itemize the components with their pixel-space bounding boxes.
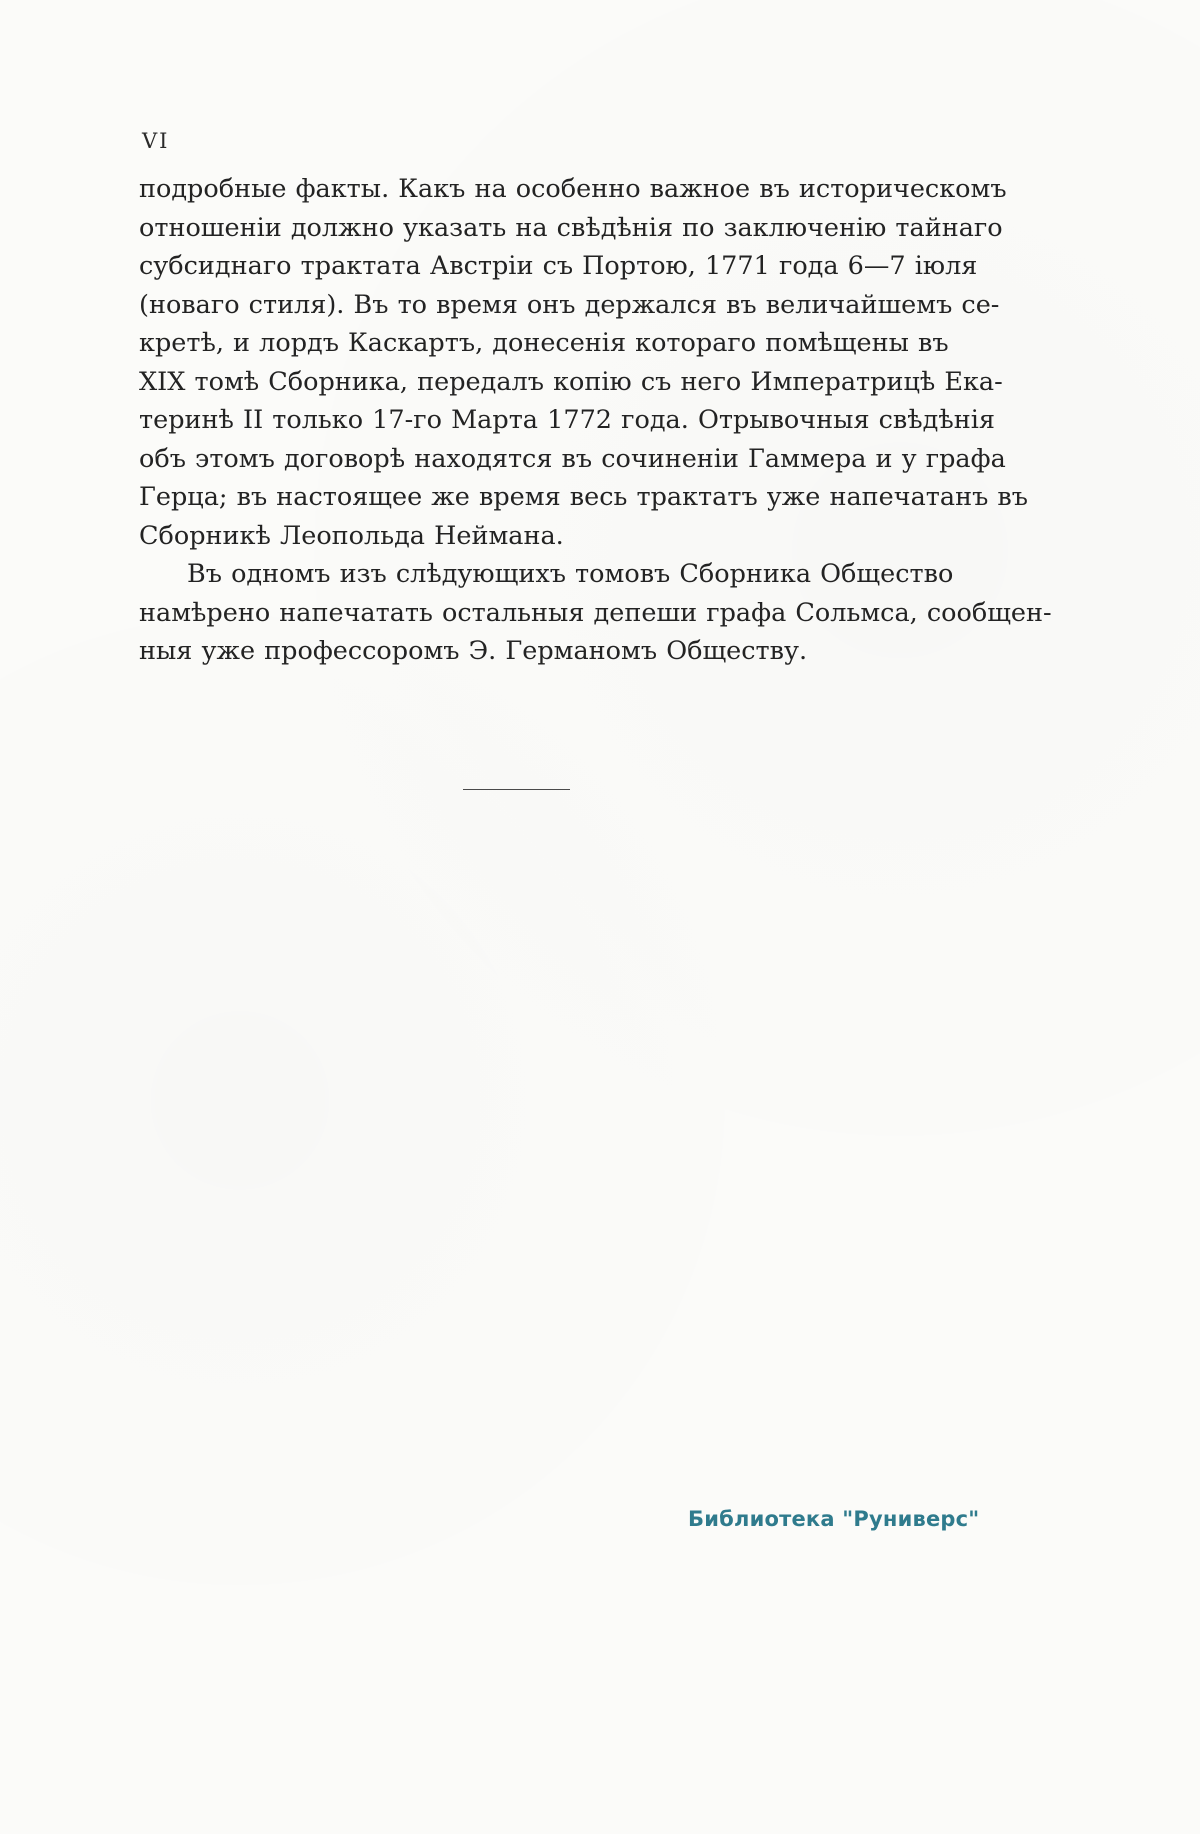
text-line: подробные факты. Какъ на особенно важное въ историческомъ (139, 174, 1007, 204)
text-line: (новаго стиля). Въ то время онъ держался въ величайшемъ се- (139, 289, 1000, 320)
text-line: Въ одномъ изъ слѣдующихъ томовъ Сборника Общество (187, 559, 954, 589)
text-line: Сборникѣ Леопольда Неймана. (139, 520, 564, 551)
text-line: отношеніи должно указать на свѣдѣнія по заключенію тайнаго (139, 212, 1003, 243)
text-line: ныя уже профессоромъ Э. Германомъ Обществу. (139, 636, 808, 666)
text-line: объ этомъ договорѣ находятся въ сочиненіи Гаммера и у графа (139, 443, 1006, 474)
text-line: намѣрено напечатать остальныя депеши графа Сольмса, сообщен- (139, 597, 1052, 628)
text-line: XIX томѣ Сборника, передалъ копію съ него Императрицѣ Ека- (139, 366, 1003, 397)
text-line: Герца; въ настоящее же время весь трактатъ уже напечатанъ въ (139, 482, 1029, 512)
text-block (139, 170, 1052, 671)
text-line: кретѣ, и лордъ Каскартъ, донесенія котораго помѣщены въ (139, 328, 949, 358)
library-watermark: Библиотека "Руниверс" (688, 1507, 980, 1531)
section-separator-rule (463, 789, 570, 790)
page-number: VI (142, 129, 170, 153)
text-line: теринѣ II только 17-го Марта 1772 года. Отрывочныя свѣдѣнія (139, 405, 995, 435)
text-line: субсиднаго трактата Австріи съ Портою, 1771 года 6—7 іюля (139, 251, 978, 281)
